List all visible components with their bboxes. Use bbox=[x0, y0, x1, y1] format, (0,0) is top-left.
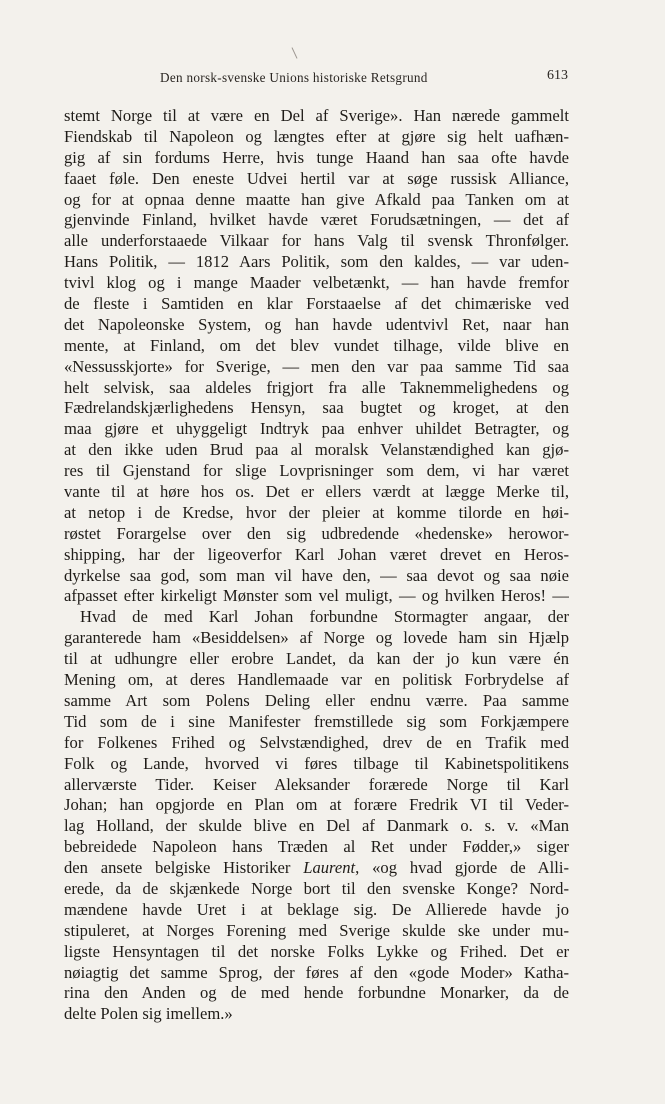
text-line: ligste Hensyntagen til det norske Folks Lykke og Frihed. Det er bbox=[64, 941, 569, 961]
text-line: lag Holland, der skulde blive en Del af Danmark o. s. v. «Man bbox=[64, 816, 569, 836]
text-line: stipuleret, at Norges Forening med Sverige skulde ske under mu- bbox=[64, 920, 569, 940]
text-line: for Folkenes Frihed og Selvstændighed, drev de en Trafik med bbox=[64, 732, 569, 752]
text-line: garanterede ham «Besiddelsen» af Norge og lovede ham sin Hjælp bbox=[64, 628, 569, 648]
text-line: og for at opnaa denne maatte han give Afkald paa Tanken om at bbox=[64, 189, 569, 209]
text-line: at netop i de Kredse, hvor der pleier at komme tilorde en høi- bbox=[64, 502, 569, 522]
text-line: afpasset efter kirkeligt Mønster som vel muligt, — og hvilken Heros! — bbox=[64, 586, 569, 606]
text-line: stemt Norge til at være en Del af Sverige». Han nærede gammelt bbox=[64, 106, 569, 125]
text-line: Johan; han opgjorde en Plan om at forære Fredrik VI til Veder- bbox=[64, 795, 569, 815]
text-line: Folk og Lande, hvorved vi føres tilbage til Kabinetspolitikens bbox=[64, 753, 569, 773]
text-line: mente, at Finland, om det blev vundet tilhage, vilde blive en bbox=[64, 335, 569, 355]
text-line: Fiendskab til Napoleon og længtes efter at gjøre sig helt uafhæn- bbox=[64, 126, 569, 146]
text-line: alle underforstaaede Vilkaar for hans Valg til svensk Thronfølger. bbox=[64, 231, 569, 251]
text-line: maa gjøre et uhyggeligt Indtryk paa enhver uhildet Betragter, og bbox=[64, 419, 569, 439]
text-line: det Napoleonske System, og han havde udentvivl Ret, naar han bbox=[64, 314, 569, 334]
text-line: at den ikke uden Brud paa al moralsk Velanstændighed kan gjø- bbox=[64, 440, 569, 460]
text-line: res til Gjenstand for slige Lovprisninger som dem, vi har været bbox=[64, 461, 569, 481]
scan-mark bbox=[292, 47, 298, 58]
running-title: Den norsk-svenske Unions historiske Retsgrund bbox=[160, 70, 428, 85]
text-line: shipping, har der ligeoverfor Karl Johan været drevet en Heros- bbox=[64, 544, 569, 564]
text-line: vante til at høre hos os. Det er ellers værdt at lægge Merke til, bbox=[64, 482, 569, 502]
text-line: allerværste Tider. Keiser Aleksander forærede Norge til Karl bbox=[64, 774, 569, 794]
text-line: gig af sin fordums Herre, hvis tunge Haand han saa ofte havde bbox=[64, 147, 569, 167]
italic-author-name: Laurent bbox=[303, 858, 356, 878]
text-line: helt selvisk, saa aldeles frigjort fra alle Taknemmelighedens og bbox=[64, 377, 569, 397]
text-line: røstet Forargelse over den sig udbredende «hedenske» herowor- bbox=[64, 523, 569, 543]
text-line: delte Polen sig imellem.» bbox=[64, 1004, 233, 1024]
text-line: gjenvinde Finland, hvilket havde været Forudsætningen, — det af bbox=[64, 210, 569, 230]
text-line: Mening om, at deres Handlemaade var en politisk Forbrydelse af bbox=[64, 670, 569, 690]
paragraph-start-line: Hvad de med Karl Johan forbundne Stormagter angaar, der bbox=[80, 607, 569, 627]
text-line: Fædrelandskjærlighedens Hensyn, saa bugtet og kroget, at den bbox=[64, 398, 569, 418]
text-line: mændene havde Uret i at beklage sig. De Allierede havde jo bbox=[64, 899, 569, 919]
text-line: dyrkelse saa god, som man vil have den, — saa devot og saa nøie bbox=[64, 565, 569, 585]
text-line: Tid som de i sine Manifester fremstillede sig som Forkjæmpere bbox=[64, 711, 569, 731]
text-line: rina den Anden og de med hende forbundne Monarker, da de bbox=[64, 983, 569, 1003]
text-line: til at udhungre eller erobre Landet, da kan der jo kun være én bbox=[64, 649, 569, 669]
text-line: den ansete belgiske Historiker Laurent, «og hvad gjorde de Alli- bbox=[64, 858, 569, 878]
body-text bbox=[64, 106, 569, 1025]
text-line: faaet føle. Den eneste Udvei hertil var at søge russisk Alliance, bbox=[64, 168, 569, 188]
text-line: de fleste i Samtiden en klar Forstaaelse af det chimæriske ved bbox=[64, 294, 569, 314]
text-line: nøiagtig det samme Sprog, der føres af den «gode Moder» Katha- bbox=[64, 962, 569, 982]
text-line: Hans Politik, — 1812 Aars Politik, som den kaldes, — var uden- bbox=[64, 252, 569, 272]
text-line: «Nessusskjorte» for Sverige, — men den var paa samme Tid saa bbox=[64, 356, 569, 376]
text-line: erede, da de skjænkede Norge bort til den svenske Konge? Nord- bbox=[64, 878, 569, 898]
text-line: bebreidede Napoleon hans Træden al Ret under Fødder,» siger bbox=[64, 837, 569, 857]
page-number: 613 bbox=[547, 68, 568, 83]
text-line: samme Art som Polens Deling eller endnu værre. Paa samme bbox=[64, 690, 569, 710]
text-line: tvivl klog og i mange Maader velbetænkt, — han havde fremfor bbox=[64, 273, 569, 293]
